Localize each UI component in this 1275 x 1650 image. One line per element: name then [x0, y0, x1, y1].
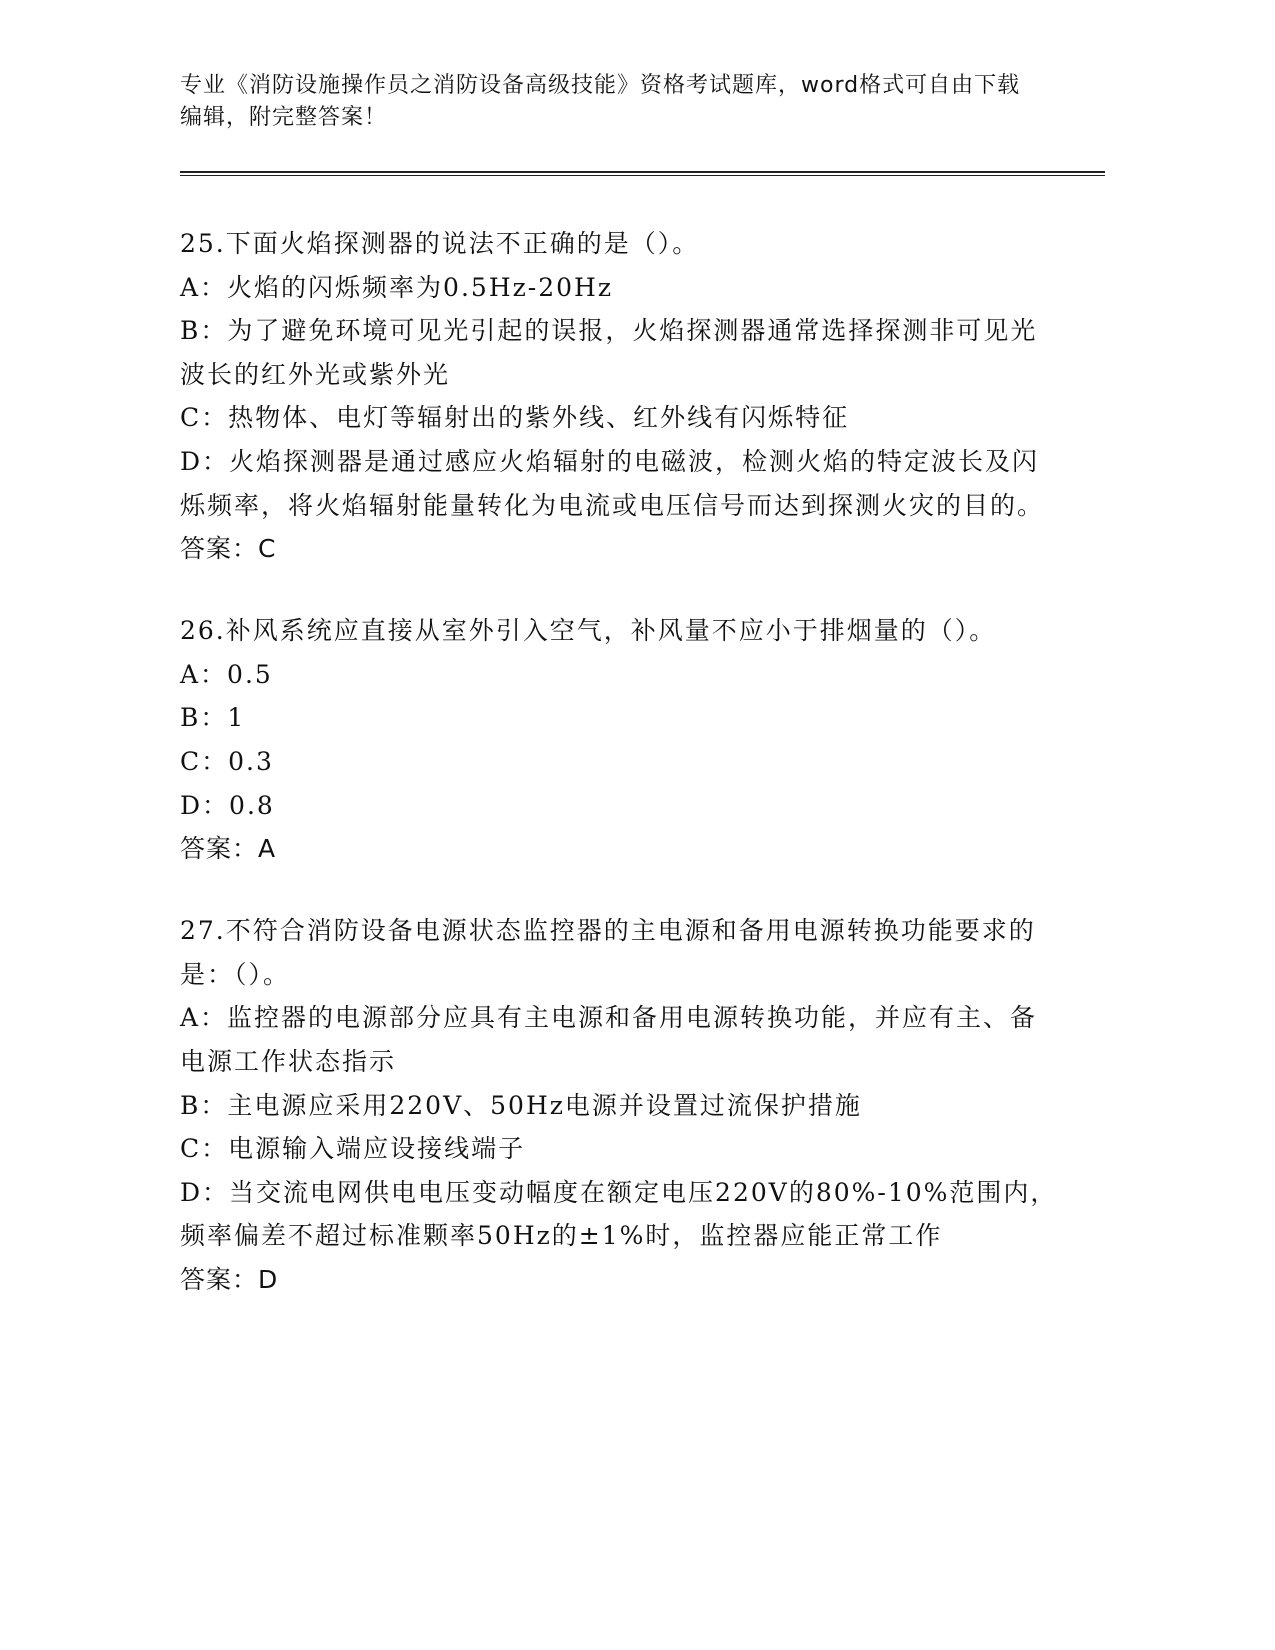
option-c: C：电源输入端应设接线端子	[180, 1134, 526, 1164]
option-b: B：为了避免环境可见光引起的误报，火焰探测器通常选择探测非可见光波长的红外光或紫外光	[180, 316, 1038, 389]
question-item	[180, 909, 1060, 1302]
answer-line: 答案：C	[180, 534, 277, 564]
option-c: C：0.3	[180, 746, 274, 776]
option-d: D：火焰探测器是通过感应火焰辐射的电磁波，检测火焰的特定波长及闪烁频率，将火焰辐射能量转化为电流或电压信号而达到探测火灾的目的。	[180, 446, 1045, 520]
option-d: D：当交流电网供电电压变动幅度在额定电压220V的80%-10%范围内，频率偏差不超过标准颗率50Hz的±1%时，监控器应能正常工作	[180, 1177, 1058, 1251]
option-a: A：监控器的电源部分应具有主电源和备用电源转换功能，并应有主、备电源工作状态指示	[180, 1003, 1038, 1076]
option-b: B：主电源应采用220V、50Hz电源并设置过流保护措施	[180, 1090, 862, 1120]
question-stem: 27.不符合消防设备电源状态监控器的主电源和备用电源转换功能要求的是：（）。	[180, 916, 1036, 989]
document-header: 专业《消防设施操作员之消防设备高级技能》资格考试题库，word格式可自由下载编辑，附完整答案！	[180, 73, 1021, 130]
question-stem: 26.补风系统应直接从室外引入空气，补风量不应小于排烟量的（）。	[180, 616, 997, 646]
option-a: A：0.5	[180, 659, 273, 689]
question-stem: 25.下面火焰探测器的说法不正确的是（）。	[180, 229, 700, 258]
answer-line: 答案：D	[180, 1264, 279, 1294]
header-divider	[180, 171, 1105, 176]
question-item	[180, 609, 1060, 871]
option-b: B：1	[180, 703, 246, 733]
question-item	[180, 222, 1060, 571]
question-list	[180, 222, 1060, 1340]
option-a: A：火焰的闪烁频率为0.5Hz-20Hz	[180, 272, 614, 302]
answer-line: 答案：A	[180, 834, 277, 864]
option-d: D：0.8	[180, 790, 275, 820]
option-c: C：热物体、电灯等辐射出的紫外线、红外线有闪烁特征	[180, 403, 850, 433]
